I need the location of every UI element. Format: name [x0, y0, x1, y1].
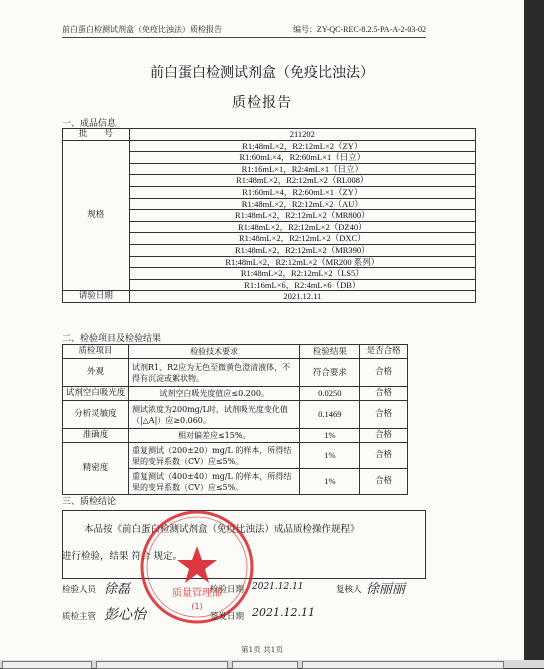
batch-label: 批 号: [63, 129, 130, 141]
spec-item: R1:48mL×2，R2:12mL×2（MR200 系列）: [129, 256, 475, 268]
spec-item: R1:16mL×1，R2:4mL×1（日立）: [129, 163, 475, 175]
supervisor-signature: 彭心怡: [104, 607, 146, 623]
section-conclusion: 三、质检结论: [62, 497, 117, 507]
col-header-pass: 是否合格: [360, 345, 408, 359]
col-header-result: 检验结果: [300, 345, 360, 359]
result-item: 试剂空白吸光度: [63, 387, 129, 401]
result-value: 0.0250: [300, 387, 360, 401]
spec-item: R1:48mL×2，R2:12mL×2（AU）: [129, 198, 475, 210]
stamp-number-text: (1): [191, 602, 203, 611]
results-table: [62, 344, 408, 495]
result-requirement: 试剂R1、R2应为无色至微黄色澄清液体，不得有沉淀或絮状物。: [128, 359, 299, 387]
result-requirement: 相对偏差应≤15%。: [128, 429, 299, 443]
reviewer-label: 复核人: [336, 585, 362, 595]
reviewer-signature: 徐丽丽: [366, 582, 406, 597]
section-product-info: 一、成品信息: [62, 119, 117, 129]
spec-item: R1:48mL×2，R2:12mL×2（DXC）: [129, 233, 475, 245]
result-value: 1%: [300, 469, 360, 495]
quality-stamp: [138, 508, 256, 626]
result-pass: 合格: [360, 443, 408, 469]
document-subtitle: 质检报告: [232, 95, 292, 111]
result-pass: 合格: [360, 469, 408, 495]
result-pass: 合格: [360, 401, 408, 429]
spec-item: R1:16mL×6，R2:4mL×6（DB）: [129, 279, 475, 291]
result-requirement: 试剂空白吸光度值应≤0.200。: [128, 387, 299, 401]
stamp-dept-text: 质量管理部: [172, 588, 222, 599]
result-item: 准确度: [63, 429, 129, 443]
conclusion-line-1: 本品按《前白蛋白检测试剂盒（免疫比浊法）成品质检操作规程》: [84, 524, 360, 535]
issue-date-label: 签发日期: [210, 612, 245, 622]
col-header-requirement: 检验技术要求: [128, 345, 299, 359]
result-pass: 合格: [360, 429, 408, 443]
page-header: [62, 24, 426, 38]
col-header-item: 质检项目: [63, 345, 129, 359]
result-requirement: 重复测试（400±40）mg/L 的样本，所得结果的变异系数（CV）应≤5%。: [128, 469, 299, 495]
inspector-signature: 徐磊: [104, 582, 131, 597]
page-footer: 第1页 共1页: [241, 645, 283, 654]
product-info-table: [62, 128, 476, 303]
spec-item: R1:48mL×2，R2:12mL×2（RL008）: [129, 175, 475, 187]
result-requirement: 测试浓度为200mg/L时，试剂吸光度变化值（|△A|）应≥0.060。: [128, 401, 299, 429]
document-title: 前白蛋白检测试剂盒（免疫比浊法）: [150, 65, 374, 81]
result-pass: 合格: [360, 387, 408, 401]
spec-item: R1:60mL×4，R2:60mL×1（ZY）: [129, 186, 475, 198]
result-requirement: 重复测试（200±20）mg/L 的样本，所得结果的变异系数（CV）应≤5%。: [128, 443, 299, 469]
section-test-results: 二、检验项目及检验结果: [62, 334, 162, 344]
request-date-value: 2021.12.11: [129, 291, 475, 303]
inspector-label: 检验人员: [62, 585, 97, 595]
request-date-label: 请验日期: [63, 291, 130, 303]
header-code: 编号：ZY-QC-REC-8.2.5-PA-A-2-03-02: [292, 25, 426, 34]
result-value: 符合要求: [300, 359, 360, 387]
spec-item: R1:48mL×2，R2:12mL×2（LS5）: [129, 268, 475, 280]
spec-item: R1:48mL×2，R2:12mL×2（DZ40）: [129, 221, 475, 233]
spec-item: R1:48mL×2，R2:12mL×2（ZY）: [129, 140, 475, 152]
spec-item: R1:60mL×4，R2:60mL×1（日立）: [129, 152, 475, 164]
spec-item: R1:48mL×2，R2:12mL×2（MR800）: [129, 210, 475, 222]
spec-label: 规格: [63, 140, 130, 291]
result-value: 1%: [300, 443, 360, 469]
result-value: 0.1469: [300, 401, 360, 429]
result-item: 外观: [63, 359, 129, 387]
result-pass: 合格: [360, 359, 408, 387]
supervisor-label: 质检主管: [62, 612, 97, 622]
issue-date-value: 2021.12.11: [252, 606, 315, 619]
stamp-star-icon: [177, 546, 217, 583]
result-value: 1%: [300, 429, 360, 443]
inspect-date-value: 2021.12.11: [252, 582, 304, 592]
viewer-dark-edge: [524, 0, 544, 668]
batch-value: 211202: [129, 129, 475, 141]
conclusion-line-2: 进行检验，结果 符合 规定。: [62, 551, 183, 562]
result-item: 精密度: [63, 443, 129, 495]
result-item: 分析灵敏度: [63, 401, 129, 429]
spec-item: R1:48mL×2，R2:12mL×2（MR390）: [129, 244, 475, 256]
header-title: 前白蛋白检测试剂盒（免疫比浊法）质检报告: [62, 25, 222, 34]
inspect-date-label: 检验日期: [210, 585, 245, 595]
